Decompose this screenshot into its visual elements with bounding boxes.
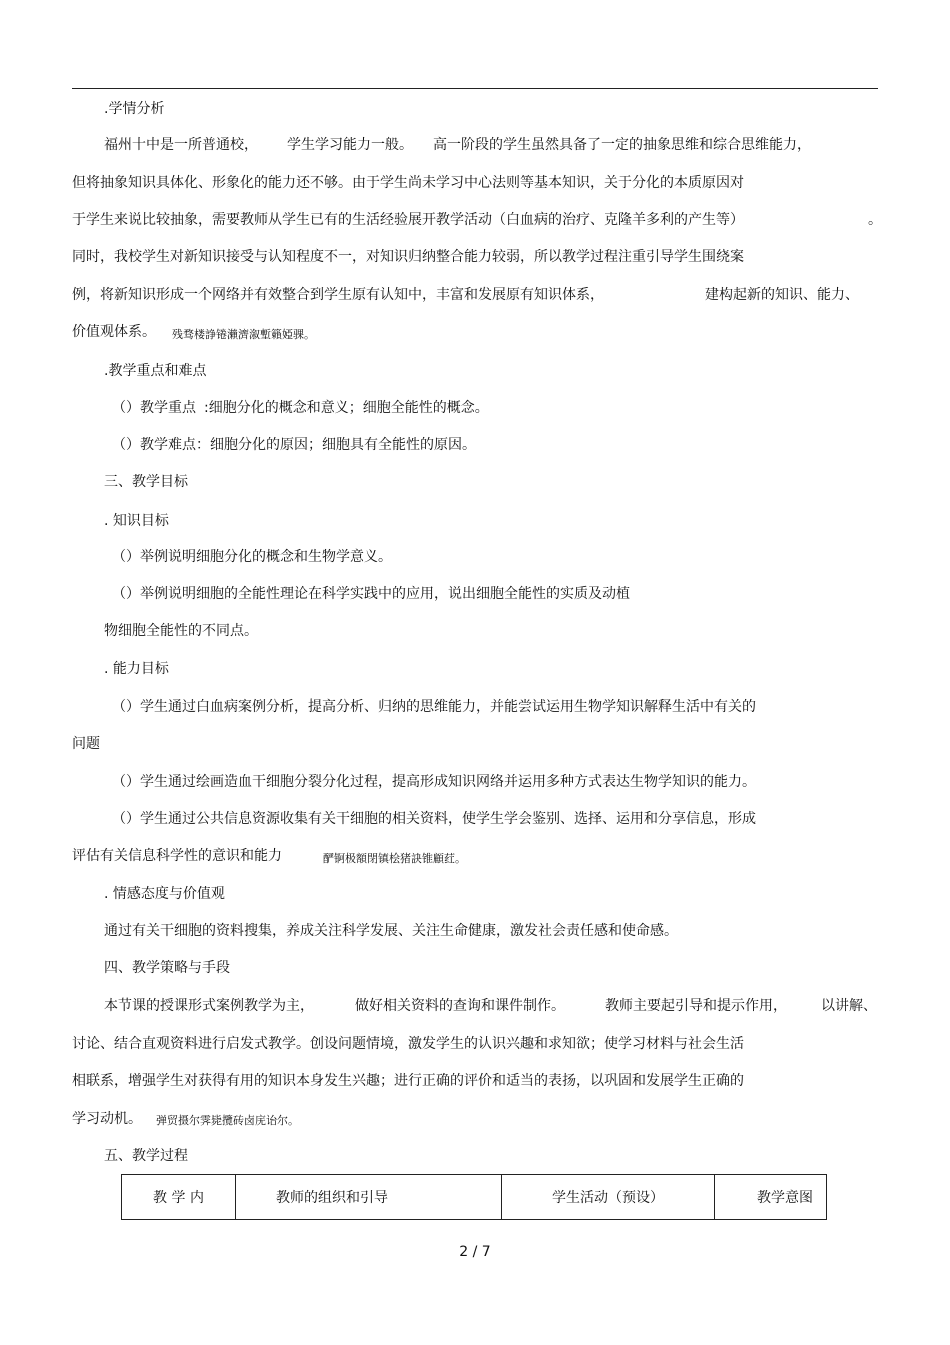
para-student-l5a: 例，将新知识形成一个网络并有效整合到学生原有认知中，丰富和发展原有知识体系， (72, 287, 604, 303)
heading-teaching-strategy: 四、教学策略与手段 (104, 960, 230, 976)
knowledge-goal-2b: 物细胞全能性的不同点。 (104, 623, 258, 639)
table-header-content: 教 学 内 (153, 1190, 204, 1206)
heading-emotion-goal: . 情感态度与价值观 (104, 886, 225, 902)
emotion-goal-text: 通过有关干细胞的资料搜集，养成关注科学发展、关注生命健康，激发社会责任感和使命感。 (104, 923, 678, 939)
strategy-l1a: 本节课的授课形式案例教学为主， (104, 998, 314, 1014)
ability-goal-3a: （）学生通过公共信息资源收集有关干细胞的相关资料，使学生学会鉴别、选择、运用和分享信息，形成 (112, 811, 756, 827)
process-table-header-row (121, 1174, 827, 1220)
key-point-label: （）教学重点 (112, 400, 196, 416)
para-student-l3b: 。 (868, 212, 882, 228)
table-header-teacher: 教师的组织和引导 (235, 1175, 501, 1219)
heading-teaching-process: 五、教学过程 (104, 1148, 188, 1164)
ability-goal-2: （）学生通过绘画造血干细胞分裂分化过程，提高形成知识网络并运用多种方式表达生物学知识的能力。 (112, 774, 756, 790)
para-student-l2: 但将抽象知识具体化、形象化的能力还不够。由于学生尚未学习中心法则等基本知识，关于分化的本质原因对 (72, 175, 744, 191)
garbled-text-3: 弹贸摄尔霁毙攬砖卤庑诒尔。 (156, 1114, 299, 1127)
table-header-student: 学生活动（预设） (501, 1175, 714, 1219)
heading-student-analysis: .学情分析 (104, 101, 165, 117)
difficult-point-text: （）教学难点：细胞分化的原因；细胞具有全能性的原因。 (112, 437, 476, 453)
para-student-l1c: 高一阶段的学生虽然具备了一定的抽象思维和综合思维能力， (433, 137, 811, 153)
strategy-l3: 相联系，增强学生对获得有用的知识本身发生兴趣；进行正确的评价和适当的表扬，以巩固和发展学生正确的 (72, 1073, 744, 1089)
heading-ability-goal: . 能力目标 (104, 661, 169, 677)
ability-goal-3b: 评估有关信息科学性的意识和能力 (72, 848, 282, 864)
page-number: 2 / 7 (459, 1244, 491, 1260)
strategy-l4a: 学习动机。 (72, 1111, 142, 1127)
strategy-l1d: 以讲解、 (821, 998, 877, 1014)
para-student-l3a: 于学生来说比较抽象，需要教师从学生已有的生活经验展开教学活动（白血病的治疗、克隆羊多利的产生等） (72, 212, 744, 228)
garbled-text-1: 残骛楼諍锩瀨濟溆塹籟婭骒。 (172, 328, 315, 341)
knowledge-goal-1: （）举例说明细胞分化的概念和生物学意义。 (112, 549, 392, 565)
table-header-intent: 教学意图 (714, 1175, 826, 1219)
para-student-l1b: 学生学习能力一般。 (287, 137, 413, 153)
garbled-text-2: 酽锕极額閉镇桧猪訣锥顧荭。 (323, 852, 466, 865)
strategy-l2: 讨论、结合直观资料进行启发式教学。创设问题情境，激发学生的认识兴趣和求知欲；使学习材料与社会生活 (72, 1036, 744, 1052)
knowledge-goal-2a: （）举例说明细胞的全能性理论在科学实践中的应用，说出细胞全能性的实质及动植 (112, 586, 630, 602)
ability-goal-1a: （）学生通过白血病案例分析，提高分析、归纳的思维能力，并能尝试运用生物学知识解释生活中有关的 (112, 699, 756, 715)
para-student-l6a: 价值观体系。 (72, 324, 156, 340)
para-student-l4: 同时，我校学生对新知识接受与认知程度不一，对知识归纳整合能力较弱，所以教学过程注重引导学生围绕案 (72, 249, 744, 265)
strategy-l1c: 教师主要起引导和提示作用， (605, 998, 787, 1014)
strategy-l1b: 做好相关资料的查询和课件制作。 (355, 998, 565, 1014)
para-student-l5b: 建构起新的知识、能力、 (705, 287, 859, 303)
key-point-text: :细胞分化的概念和意义；细胞全能性的概念。 (204, 400, 489, 416)
heading-teaching-goals: 三、教学目标 (104, 474, 188, 490)
heading-key-points: .教学重点和难点 (104, 363, 207, 379)
ability-goal-1b: 问题 (72, 736, 100, 752)
header-rule (72, 88, 878, 89)
heading-knowledge-goal: . 知识目标 (104, 513, 169, 529)
para-student-l1a: 福州十中是一所普通校， (104, 137, 258, 153)
